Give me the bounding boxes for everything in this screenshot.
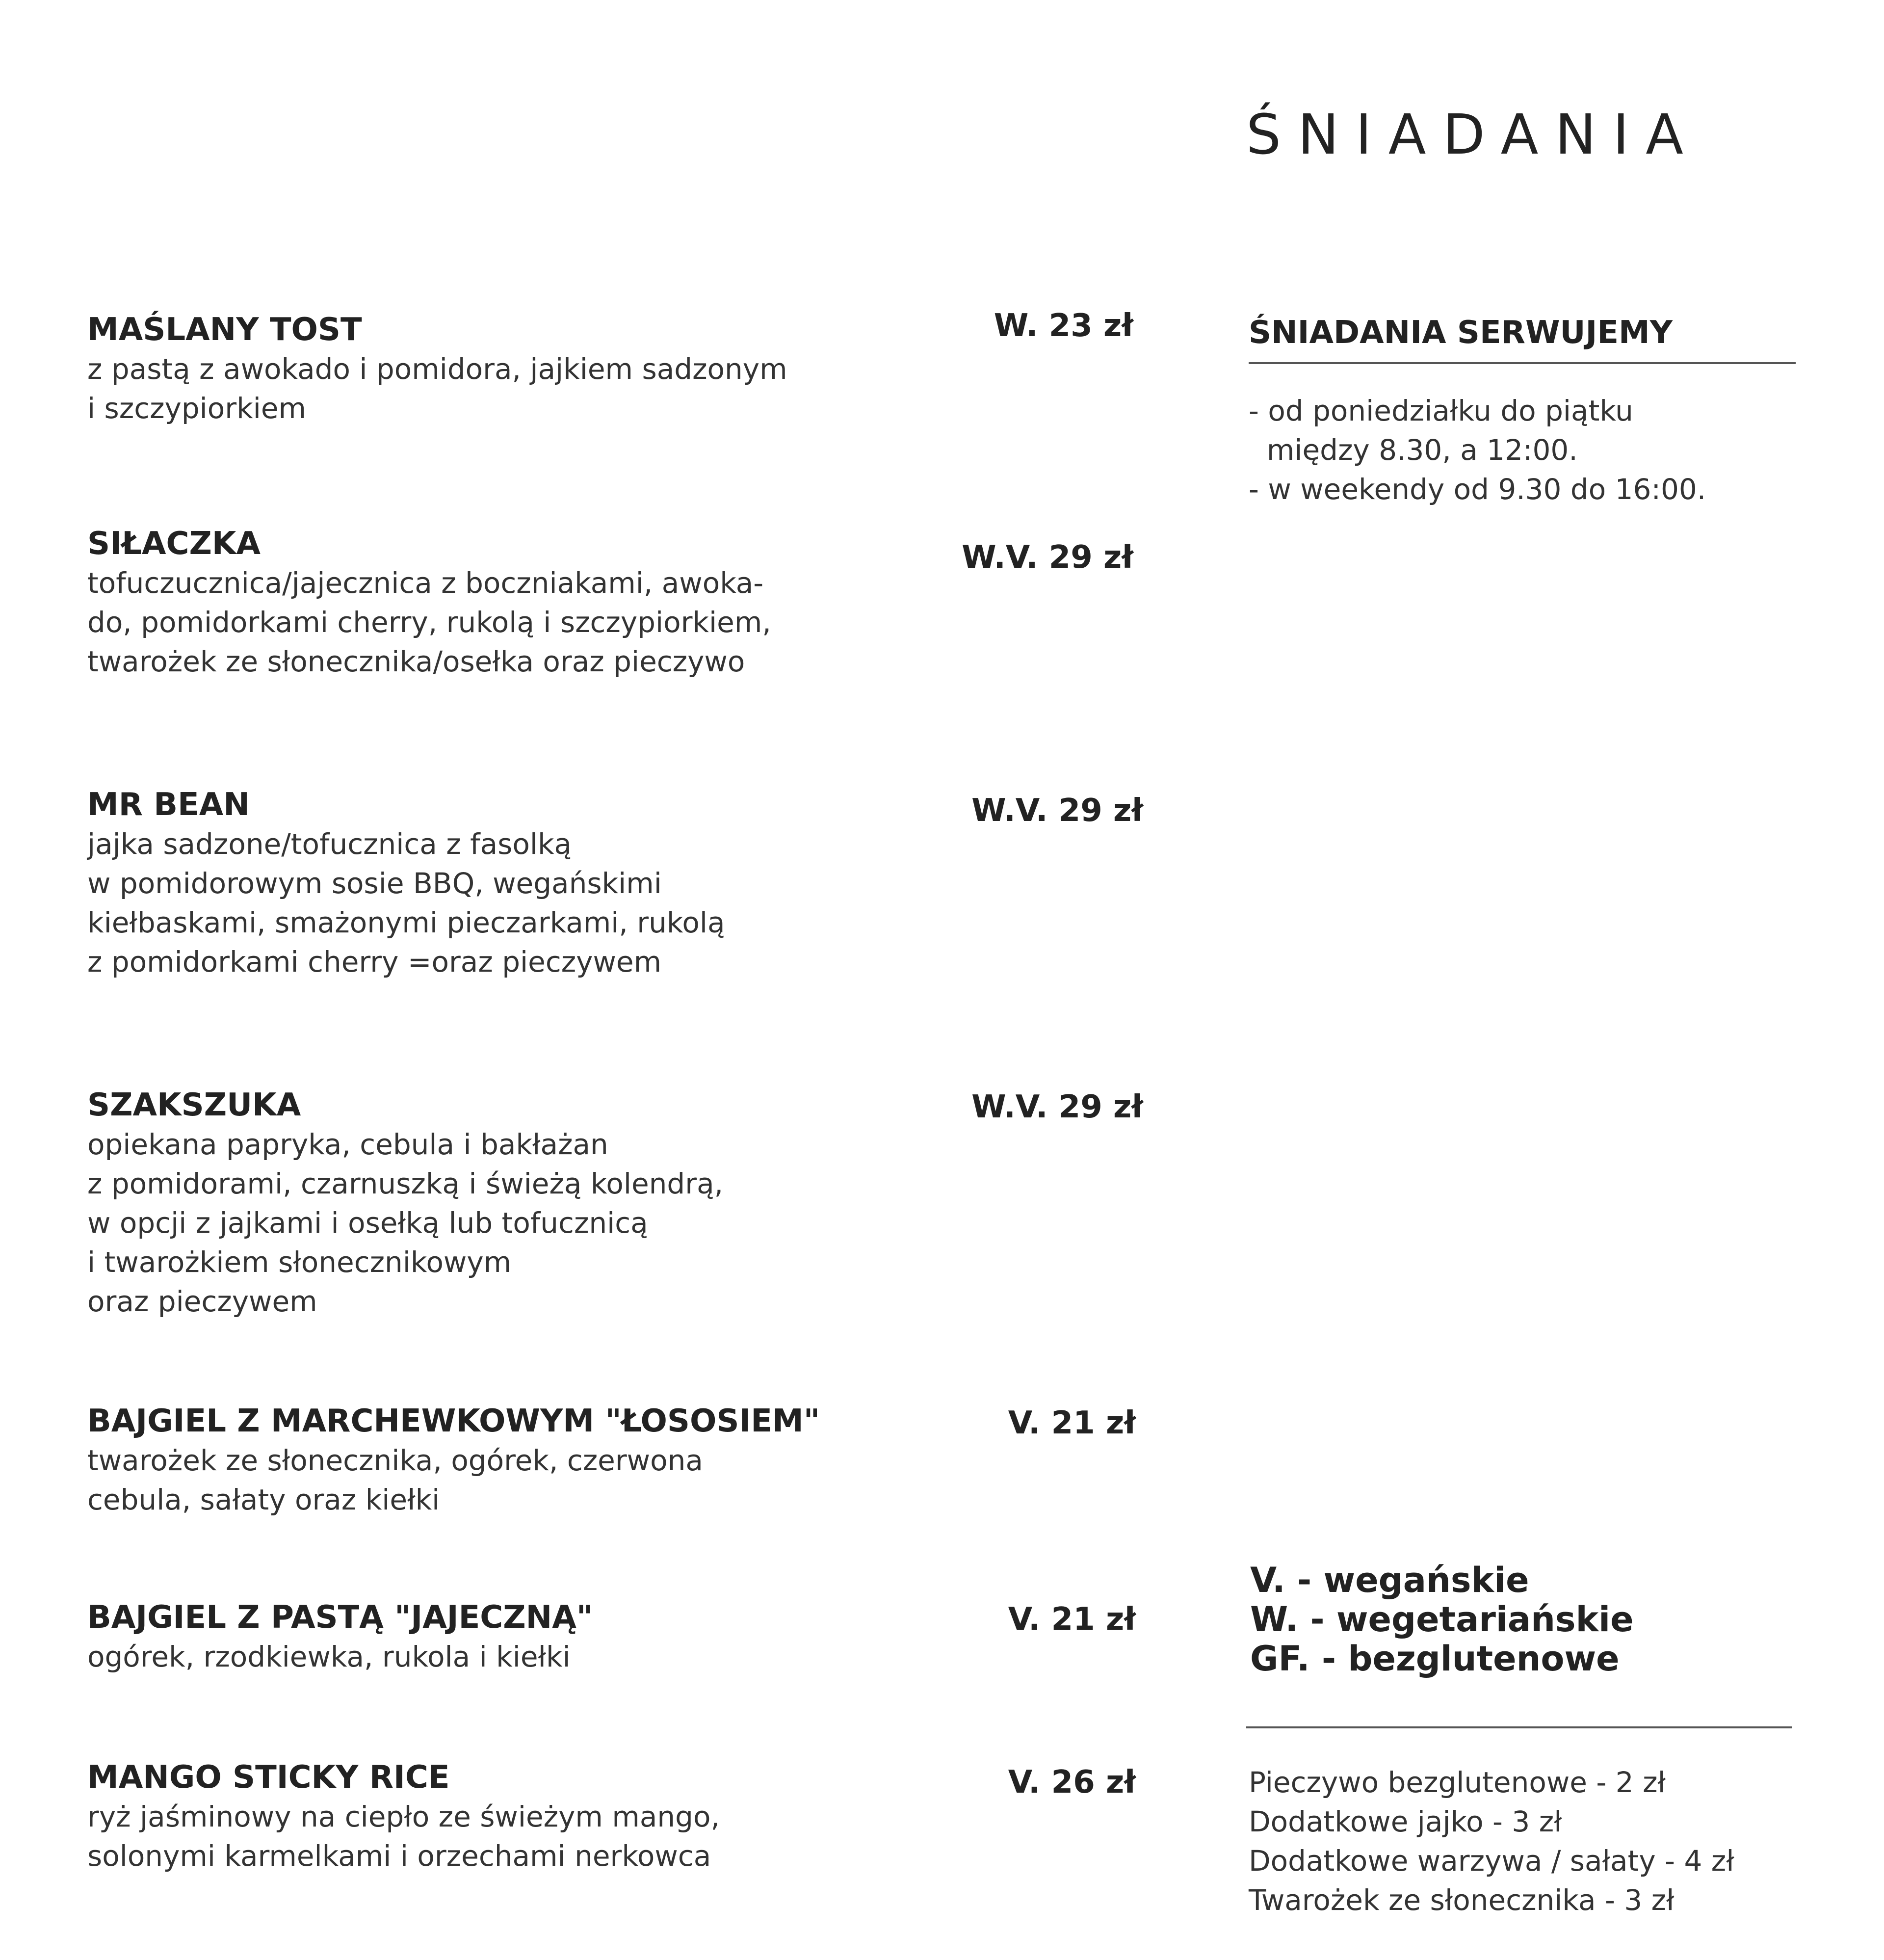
- menu-item-name: BAJGIEL Z PASTĄ "JAJECZNĄ": [87, 1599, 593, 1636]
- serving-hours-text: - od poniedziałku do piątku między 8.30, a 12:00. - w weekendy od 9.30 do 16:00.: [1249, 394, 1706, 506]
- menu-item-price: W.V. 29 zł: [962, 539, 1133, 576]
- menu-item-description: ryż jaśminowy na ciepło ze świeżym mango, solonymi karmelkami i orzechami nerkowca: [87, 1800, 720, 1873]
- menu-item-description: z pastą z awokado i pomidora, jajkiem sadzonym i szczypiorkiem: [87, 352, 787, 425]
- menu-item-name: MANGO STICKY RICE: [87, 1759, 450, 1796]
- menu-item-price: W.V. 29 zł: [971, 793, 1143, 829]
- legend-item: W. - wegetariańskie: [1250, 1599, 1634, 1640]
- menu-item: [87, 785, 980, 981]
- menu-item-description: opiekana papryka, cebula i bakłażan z pomidorami, czarnuszką i świeżą kolendrą, w opcji z jajkami i osełką lub tofucznicą i twarożkiem słonecznikowym oraz pieczywem: [87, 1128, 724, 1318]
- menu-item-name: MAŚLANY TOST: [87, 312, 362, 348]
- serving-hours-title: ŚNIADANIA SERWUJEMY: [1249, 315, 1673, 351]
- divider: [1246, 1726, 1792, 1728]
- menu-item-description: ogórek, rzodkiewka, rukola i kiełki: [87, 1640, 571, 1673]
- menu-item-name: SZAKSZUKA: [87, 1087, 301, 1123]
- extras-item: Pieczywo bezglutenowe - 2 zł: [1249, 1766, 1666, 1799]
- menu-item-price: V. 21 zł: [1008, 1601, 1136, 1638]
- extras-list: [1249, 1763, 1734, 1920]
- menu-item: [87, 1086, 980, 1321]
- menu-item-description: tofuczucznica/jajecznica z boczniakami, awoka- do, pomidorkami cherry, rukolą i szczypiorkiem, twarożek ze słonecznika/osełka oraz pieczywo: [87, 566, 771, 678]
- menu-item-name: SIŁACZKA: [87, 526, 261, 562]
- legend-item: V. - wegańskie: [1250, 1560, 1529, 1600]
- menu-item-description: twarożek ze słonecznika, ogórek, czerwona cebula, sałaty oraz kiełki: [87, 1444, 703, 1516]
- divider: [1249, 362, 1796, 364]
- page-title: ŚNIADANIA: [1246, 103, 1700, 167]
- menu-item-price: W.V. 29 zł: [971, 1089, 1143, 1125]
- menu-item-price: W. 23 zł: [994, 308, 1133, 344]
- extras-item: Twarożek ze słonecznika - 3 zł: [1249, 1883, 1675, 1917]
- extras-item: Dodatkowe warzywa / sałaty - 4 zł: [1249, 1844, 1734, 1878]
- extras-item: Dodatkowe jajko - 3 zł: [1249, 1805, 1562, 1838]
- menu-item-name: BAJGIEL Z MARCHEWKOWYM "ŁOSOSIEM": [87, 1403, 820, 1439]
- diet-legend: [1250, 1561, 1634, 1678]
- menu-item-description: jajka sadzone/tofucznica z fasolką w pomidorowym sosie BBQ, wegańskimi kiełbaskami, smażonymi pieczarkami, rukolą z pomidorkami cherry =oraz pieczywem: [87, 827, 725, 979]
- legend-item: GF. - bezglutenowe: [1250, 1639, 1620, 1679]
- menu-item-price: V. 21 zł: [1008, 1405, 1136, 1441]
- menu-item-name: MR BEAN: [87, 787, 250, 823]
- menu-item-price: V. 26 zł: [1008, 1764, 1136, 1801]
